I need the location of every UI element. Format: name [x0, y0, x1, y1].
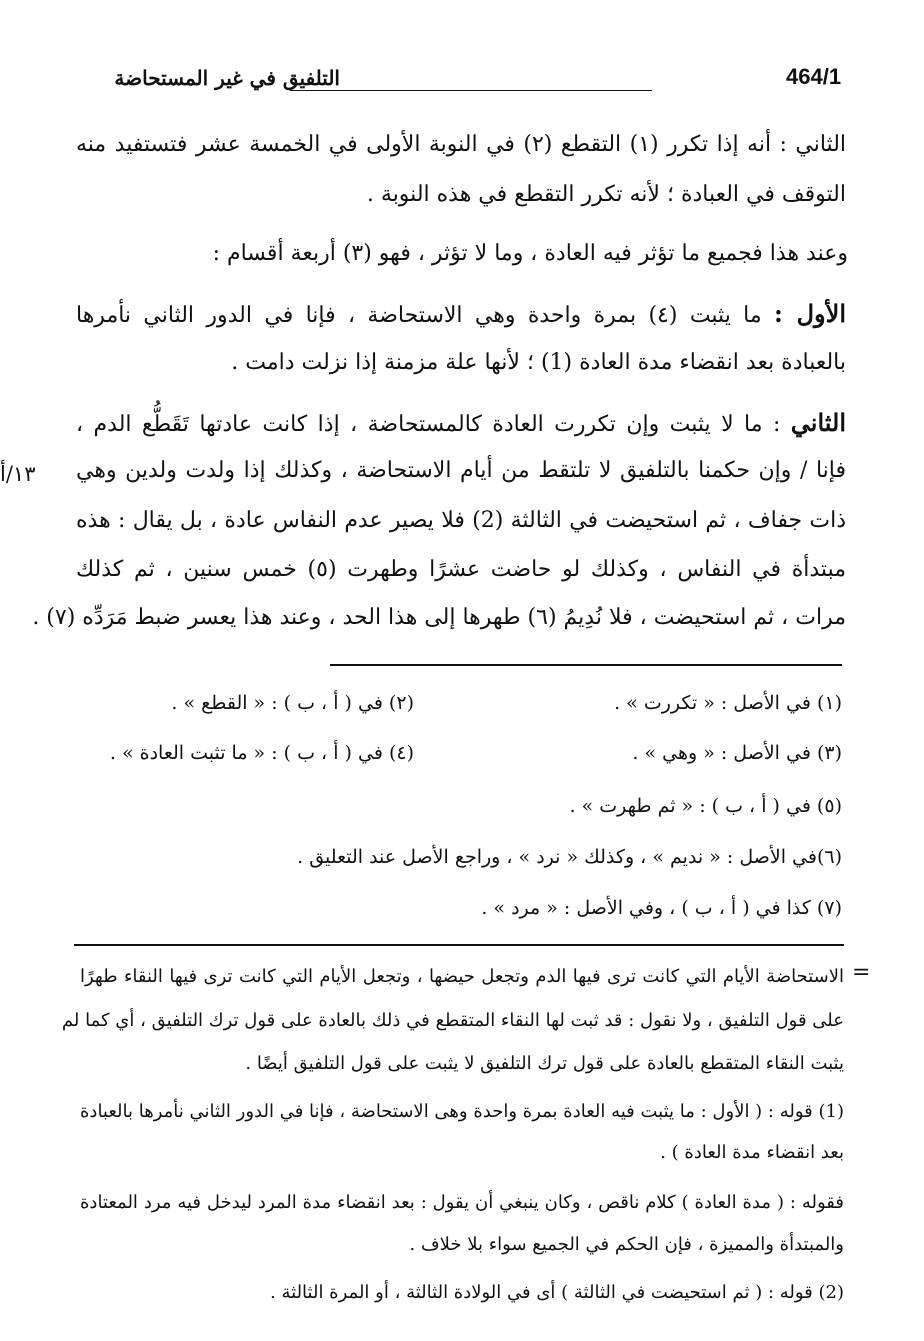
footnote-3: (٣) في الأصل : « وهي » .	[632, 742, 842, 764]
body-line-1: الثاني : أنه إذا تكرر (١) التقطع (٢) في النوبة الأولى في الخمسة عشر فتستفيد منه	[76, 132, 847, 157]
footnote-7: (٧) كذا في ( أ ، ب ) ، وفي الأصل : « مرد » .	[481, 897, 842, 919]
commentary-line-1: الاستحاضة الأيام التي كانت ترى فيها الدم وتجعل حيضها ، وتجعل الأيام التي كانت ترى فيها النقاء طهرًا	[80, 966, 844, 987]
commentary-line-4: (1) قوله : ( الأول : ما يثبت فيه العادة بمرة واحدة وهى الاستحاضة ، فإنا في الدور الثاني نأمرها بالعبادة	[80, 1101, 844, 1122]
commentary-line-5: بعد انقضاء مدة العادة ) .	[660, 1142, 844, 1163]
footnote-2: (٢) في ( أ ، ب ) : « القطع » .	[171, 692, 414, 714]
header-rule	[290, 90, 652, 91]
body-line-6	[76, 408, 846, 437]
commentary-line-2: على قول التلفيق ، ولا نقول : قد ثبت لها النقاء المتقطع في ذلك بالعادة على قول ترك التلفيق ، أي كما لم	[61, 1010, 844, 1031]
body-line-3: وعند هذا فجميع ما تؤثر فيه العادة ، وما لا تؤثر ، فهو (٣) أربعة أقسام :	[212, 241, 848, 266]
margin-folio-note: ١٣/أ	[0, 462, 36, 486]
footnote-6: (٦)في الأصل : « نديم » ، وكذلك « نرد » ، وراجع الأصل عند التعليق .	[297, 846, 842, 868]
footnote-1: (١) في الأصل : « تكررت » .	[614, 692, 842, 714]
footnote-rule	[330, 664, 842, 666]
body-line-10: مرات ، ثم استحيضت ، فلا نُدِيمُ (٦) طهرها إلى هذا الحد ، وعند هذا يعسر ضبط مَرَدِّه (٧) .	[32, 605, 846, 630]
body-line-5: بالعبادة بعد انقضاء مدة العادة (1) ؛ لأنها علة مزمنة إذا نزلت دامت .	[231, 350, 846, 375]
body-line-4	[76, 299, 846, 328]
body-line-2: التوقف في العبادة ؛ لأنه تكرر التقطع في هذه النوبة .	[366, 182, 846, 207]
lead-word-second: الثاني	[790, 408, 846, 437]
commentary-line-7: والمبتدأة والمميزة ، فإن الحكم في الجميع سواء بلا خلاف .	[409, 1234, 844, 1255]
body-line-8: ذات جفاف ، ثم استحيضت في الثالثة (2) فلا يصير عدم النفاس عادة ، بل يقال : هذه	[76, 508, 846, 533]
continuation-mark: =	[852, 960, 871, 985]
commentary-line-8: (2) قوله : ( ثم استحيضت في الثالثة ) أى في الولادة الثالثة ، أو المرة الثالثة .	[270, 1282, 844, 1303]
commentary-rule	[74, 944, 844, 946]
running-title: التلفيق في غير المستحاضة	[114, 66, 340, 90]
footnote-4: (٤) في ( أ ، ب ) : « ما تثبت العادة » .	[109, 742, 414, 764]
commentary-line-6: فقوله : ( مدة العادة ) كلام ناقص ، وكان ينبغي أن يقول : بعد انقضاء مدة المرد ليدخل فيه مرد المعتادة	[80, 1192, 844, 1213]
body-line-6-text: : ما لا يثبت وإن تكررت العادة كالمستحاضة ، إذا كانت عادتها تَقَطُّع الدم ،	[76, 412, 781, 437]
footnote-5: (٥) في ( أ ، ب ) : « ثم طهرت » .	[569, 795, 842, 817]
commentary-line-3: يثبت النقاء المتقطع بالعادة على قول ترك التلفيق لا يثبت على قول التلفيق أيضًا .	[245, 1053, 844, 1074]
body-line-7: فإنا / وإن حكمنا بالتلفيق لا تلتقط من أيام الاستحاضة ، وكذلك إذا ولدت ولدين وهي	[76, 458, 846, 483]
lead-word-first: الأول :	[774, 299, 846, 328]
body-line-4-text: ما يثبت (٤) بمرة واحدة وهي الاستحاضة ، فإنا في الدور الثاني نأمرها	[76, 303, 762, 328]
page-number: 464/1	[786, 64, 842, 89]
body-line-9: مبتدأة في النفاس ، وكذلك لو حاضت عشرًا وطهرت (٥) خمس سنين ، ثم كذلك	[76, 557, 846, 582]
